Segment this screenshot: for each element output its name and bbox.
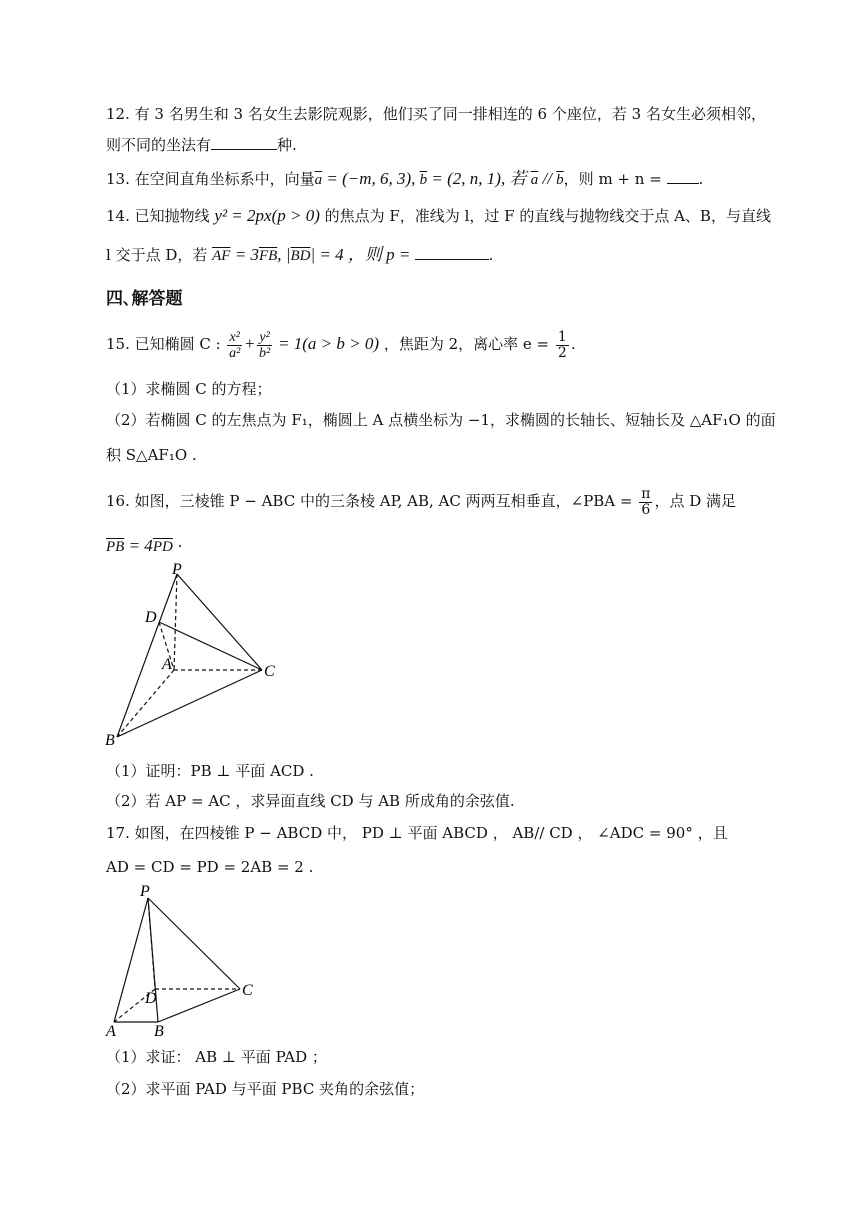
q17-line2: AD = CD = PD = 2AB = 2 . xyxy=(106,858,314,876)
parabola-equation: y² = 2px(p > 0) xyxy=(214,206,320,225)
vertex-label-a: A xyxy=(162,656,172,673)
fraction-pi-6: $\frac{\pi}{6}$ xyxy=(641,485,651,518)
vertex-label-b: B xyxy=(105,732,115,749)
vector-pd: $\overline{PD}$ xyxy=(152,539,173,555)
answer-blank xyxy=(211,135,277,150)
q14-eq3: = 4 ，则 p = xyxy=(315,245,415,264)
q14-line2: l 交于点 D，若 $\overline{AF} = 3\overline{FB}$, $|\overline{BD}| = 4$ ，则 p = . xyxy=(106,245,494,264)
vertex-label-a: A xyxy=(106,1023,116,1040)
vector-a-2: $\overline{a}$ xyxy=(530,172,539,188)
q14-line1 xyxy=(106,205,771,227)
q17-line1: 17. 如图，在四棱锥 P − ABCD 中， PD ⊥ 平面 ABCD ， AB// CD ， ∠ADC = 90° ，且 xyxy=(106,824,728,842)
q15-part1: （1）求椭圆 C 的方程； xyxy=(106,380,272,398)
q13-end: . xyxy=(698,170,704,188)
vertex-label-p: P xyxy=(172,561,182,578)
vector-bd: $\overline{BD}$ xyxy=(290,248,311,264)
q14-text: 14. 已知抛物线 xyxy=(106,207,215,225)
q15-part2-line1: （2）若椭圆 C 的左焦点为 F₁，椭圆上 A 点横坐标为 −1，求椭圆的长轴长、短轴长及 △AF₁O 的面 xyxy=(106,411,776,429)
vertex-label-c: C xyxy=(264,663,275,680)
q16-line1 xyxy=(106,481,736,521)
q12-line1: 12. 有 3 名男生和 3 名女生去影院观影，他们买了同一排相连的 6 个座位，若 3 名女生必须相邻， xyxy=(106,105,766,123)
vector-b: $\overline{b}$ xyxy=(419,172,428,188)
q14-text-b: 的焦点为 F，准线为 l，过 F 的直线与抛物线交于点 A、B，与直线 xyxy=(319,207,771,225)
ellipse-condition: = 1(a > b > 0) xyxy=(273,334,380,353)
q17-part1: （1）求证： AB ⊥ 平面 PAD ； xyxy=(106,1048,327,1066)
q16-text-b: ，点 D 满足 xyxy=(654,492,737,510)
q13-text: 13. 在空间直角坐标系中，向量 xyxy=(106,170,315,188)
q16-text: 16. 如图，三棱锥 P − ABC 中的三条棱 AP, AB, AC 两两互相垂直，∠PBA = xyxy=(106,492,638,510)
vertex-label-p: P xyxy=(140,883,150,900)
answer-blank xyxy=(415,245,489,260)
q12-line2-text: 则不同的坐法有 xyxy=(106,136,212,154)
fraction-x2-a2: $\frac{\text{x²}}{\text{a²}}$ xyxy=(229,329,241,361)
vector-af: $\overline{AF}$ xyxy=(212,248,231,264)
vertex-label-d: D xyxy=(145,990,157,1007)
q14-end: . xyxy=(488,246,494,264)
q15-text-b: ，焦距为 2，离心率 e = xyxy=(379,335,554,353)
q14-eq2: = 3 xyxy=(230,245,259,264)
q13-expr: = (−m, 6, 3), xyxy=(322,169,420,188)
q14-line2-text: l 交于点 D，若 xyxy=(106,246,213,264)
q16-line2: $\overline{PB} = 4\overline{PD}$ · xyxy=(106,536,183,555)
vector-a: $\overline{a}$ xyxy=(314,172,323,188)
q16-part1: （1）证明：PB ⊥ 平面 ACD . xyxy=(106,762,314,780)
fraction-half: $\frac{1}{2}$ xyxy=(557,328,567,361)
q15-text: 15. 已知椭圆 C : xyxy=(106,335,226,353)
q13-expr2: = (2, n, 1), 若 xyxy=(427,169,531,188)
vertex-label-b: B xyxy=(154,1023,164,1040)
vertex-label-c: C xyxy=(242,982,253,999)
answer-blank xyxy=(667,169,699,184)
q15-line1: 15. 已知椭圆 C : $\frac{\text{x²}}{\text{a²}}$ + $\frac{\text{y²}}{\text{b²}}$ = 1(a > b > 0) ，焦距为 2，离心率 e = $\frac{1}{2}$ . xyxy=(106,328,576,361)
section-heading: 四､解答题 xyxy=(106,289,183,309)
q17-part2: （2）求平面 PAD 与平面 PBC 夹角的余弦值； xyxy=(106,1080,425,1098)
vector-pb: $\overline{PB}$ xyxy=(106,539,125,555)
q12-line2 xyxy=(106,134,297,156)
vector-b-2: $\overline{b}$ xyxy=(556,172,564,188)
figure-tetrahedron xyxy=(100,560,300,750)
q16-part2: （2）若 AP = AC ，求异面直线 CD 与 AB 所成角的余弦值. xyxy=(106,792,515,810)
q12-line2-end: 种. xyxy=(277,136,297,154)
figure-pyramid xyxy=(100,882,270,1042)
q16-eq: = 4 xyxy=(124,536,153,555)
parallel-sign: // xyxy=(538,169,557,188)
q15-part2-line2: 积 S△AF₁O . xyxy=(106,446,197,464)
q13-line xyxy=(106,168,703,191)
vertex-label-d: D xyxy=(145,609,157,626)
q13-tail: ，则 m + n = xyxy=(563,170,667,188)
vector-fb: $\overline{FB}$ xyxy=(258,248,278,264)
fraction-y2-b2: $\frac{\text{y²}}{\text{b²}}$ xyxy=(258,329,271,361)
